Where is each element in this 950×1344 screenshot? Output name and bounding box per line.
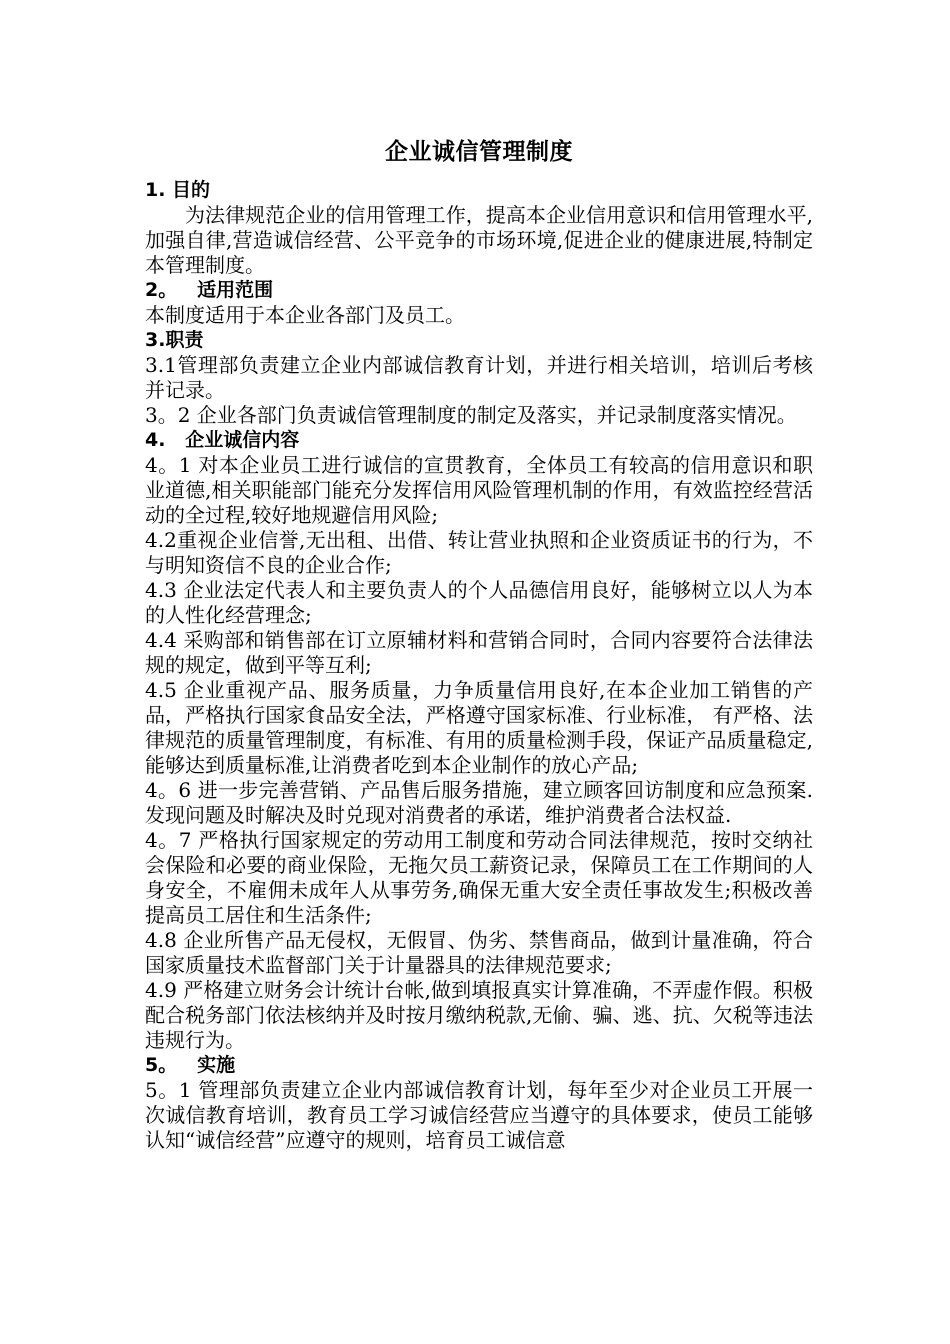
paragraph: 4。1 对本企业员工进行诚信的宣贯教育，全体员工有较高的信用意识和职业道德,相关职能部门能充分发挥信用风险管理机制的作用，有效监控经营活动的全过程,较好地规避信用风险;: [145, 453, 813, 527]
paragraph: 4.8 企业所售产品无侵权，无假冒、伪劣、禁售商品，做到计量准确，符合国家质量技术监督部门关于计量器具的法律规范要求;: [145, 928, 813, 977]
paragraph: 5。1 管理部负责建立企业内部诚信教育计划，每年至少对企业员工开展一次诚信教育培训，教育员工学习诚信经营应当遵守的具体要求，使员工能够认知“诚信经营”应遵守的规则，培育员工诚信意: [145, 1078, 813, 1152]
section-integrity-content: [145, 428, 813, 1053]
section-implementation: [145, 1053, 813, 1153]
paragraph: 4.4 采购部和销售部在订立原辅材料和营销合同时，合同内容要符合法律法规的规定，做到平等互利;: [145, 628, 813, 677]
paragraph: 4.9 严格建立财务会计统计台帐,做到填报真实计算准确，不弄虚作假。积极配合税务部门依法核纳并及时按月缴纳税款,无偷、骗、逃、抗、欠税等违法违规行为。: [145, 978, 813, 1052]
section-purpose: [145, 178, 813, 278]
section-heading: 5。 实施: [145, 1054, 236, 1076]
section-heading: 2。 适用范围: [145, 279, 274, 301]
paragraph: 为法律规范企业的信用管理工作，提高本企业信用意识和信用管理水平,加强自律,营造诚信经营、公平竞争的市场环境,促进企业的健康进展,特制定本管理制度。: [145, 203, 813, 277]
section-heading: 1. 目的: [145, 179, 211, 201]
section-scope: [145, 278, 813, 328]
paragraph: 4。7 严格执行国家规定的劳动用工制度和劳动合同法律规范，按时交纳社会保险和必要的商业保险，无拖欠员工薪资记录，保障员工在工作期间的人身安全，不雇佣未成年人从事劳务,确保无重大安全责任事故发生;积极改善提高员工居住和生活条件;: [145, 828, 813, 927]
paragraph: 4.3 企业法定代表人和主要负责人的个人品德信用良好，能够树立以人为本的人性化经营理念;: [145, 578, 813, 627]
paragraph: 4.5 企业重视产品、服务质量，力争质量信用良好,在本企业加工销售的产品，严格执行国家食品安全法，严格遵守国家标准、行业标准， 有严格、法律规范的质量管理制度，有标准、有用的质量检测手段，保证产品质量稳定,能够达到质量标准,让消费者吃到本企业制作的放心产品;: [145, 678, 813, 777]
document-title: 企业诚信管理制度: [385, 139, 573, 165]
section-heading: 3.职责: [145, 329, 204, 351]
section-heading: 4. 企业诚信内容: [145, 429, 300, 451]
paragraph: 3。2 企业各部门负责诚信管理制度的制定及落实，并记录制度落实情况。: [145, 403, 797, 427]
paragraph: 4.2重视企业信誉,无出租、出借、转让营业执照和企业资质证书的行为，不与明知资信不良的企业合作;: [145, 528, 813, 577]
document-page: [145, 128, 813, 1153]
paragraph: 4。6 进一步完善营销、产品售后服务措施，建立顾客回访制度和应急预案.发现问题及时解决及时兑现对消费者的承诺，维护消费者合法权益.: [145, 778, 813, 827]
paragraph: 本制度适用于本企业各部门及员工。: [145, 303, 465, 327]
paragraph: 3.1管理部负责建立企业内部诚信教育计划，并进行相关培训，培训后考核并记录。: [145, 353, 813, 402]
section-responsibilities: [145, 328, 813, 428]
